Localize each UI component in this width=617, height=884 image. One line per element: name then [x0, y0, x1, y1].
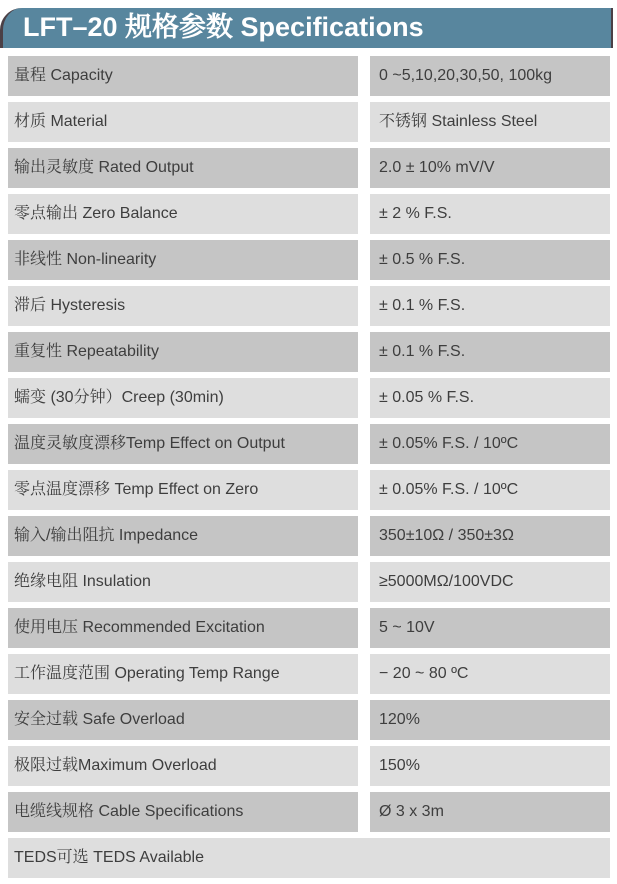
table-row [8, 838, 610, 878]
spec-label: 零点输出 Zero Balance [8, 194, 358, 234]
table-row [8, 654, 610, 694]
spec-label: 零点温度漂移 Temp Effect on Zero [8, 470, 358, 510]
spec-label: 输入/输出阻抗 Impedance [8, 516, 358, 556]
spec-label: 输出灵敏度 Rated Output [8, 148, 358, 188]
spec-label: 滞后 Hysteresis [8, 286, 358, 326]
column-divider [358, 562, 370, 602]
spec-value: ± 0.1 % F.S. [370, 286, 610, 326]
column-divider [358, 332, 370, 372]
column-divider [358, 148, 370, 188]
column-divider [358, 792, 370, 832]
table-row [8, 746, 610, 786]
spec-value: 120% [370, 700, 610, 740]
spec-label: 温度灵敏度漂移Temp Effect on Output [8, 424, 358, 464]
table-row [8, 470, 610, 510]
spec-value: 0 ~5,10,20,30,50, 100kg [370, 56, 610, 96]
spec-label: 非线性 Non-linearity [8, 240, 358, 280]
spec-label: 蠕变 (30分钟）Creep (30min) [8, 378, 358, 418]
table-row [8, 286, 610, 326]
column-divider [358, 240, 370, 280]
table-row [8, 608, 610, 648]
spec-label: TEDS可选 TEDS Available [8, 838, 610, 878]
table-row [8, 148, 610, 188]
spec-value: 2.0 ± 10% mV/V [370, 148, 610, 188]
spec-label: 量程 Capacity [8, 56, 358, 96]
column-divider [358, 56, 370, 96]
spec-value: ± 0.05 % F.S. [370, 378, 610, 418]
spec-label: 工作温度范围 Operating Temp Range [8, 654, 358, 694]
table-row [8, 792, 610, 832]
column-divider [358, 470, 370, 510]
spec-label: 电缆线规格 Cable Specifications [8, 792, 358, 832]
table-row [8, 56, 610, 96]
page-title: LFT–20 规格参数 Specifications [23, 12, 424, 42]
table-row [8, 562, 610, 602]
column-divider [358, 516, 370, 556]
table-row [8, 378, 610, 418]
spec-label: 使用电压 Recommended Excitation [8, 608, 358, 648]
table-row [8, 700, 610, 740]
spec-value: ± 2 % F.S. [370, 194, 610, 234]
spec-label: 材质 Material [8, 102, 358, 142]
column-divider [358, 608, 370, 648]
spec-value: ± 0.05% F.S. / 10ºC [370, 470, 610, 510]
column-divider [358, 286, 370, 326]
column-divider [358, 378, 370, 418]
spec-value: 5 ~ 10V [370, 608, 610, 648]
column-divider [358, 700, 370, 740]
table-row [8, 194, 610, 234]
spec-value: − 20 ~ 80 ºC [370, 654, 610, 694]
spec-label: 绝缘电阻 Insulation [8, 562, 358, 602]
table-row [8, 102, 610, 142]
column-divider [358, 102, 370, 142]
spec-value: 不锈钢 Stainless Steel [370, 102, 610, 142]
table-row [8, 424, 610, 464]
spec-table [8, 56, 610, 878]
spec-value: Ø 3 x 3m [370, 792, 610, 832]
column-divider [358, 424, 370, 464]
spec-value: ≥5000MΩ/100VDC [370, 562, 610, 602]
column-divider [358, 654, 370, 694]
spec-value: 150% [370, 746, 610, 786]
table-row [8, 516, 610, 556]
table-row [8, 240, 610, 280]
spec-value: ± 0.05% F.S. / 10ºC [370, 424, 610, 464]
spec-label: 极限过载Maximum Overload [8, 746, 358, 786]
spec-label: 安全过载 Safe Overload [8, 700, 358, 740]
spec-value: 350±10Ω / 350±3Ω [370, 516, 610, 556]
column-divider [358, 194, 370, 234]
spec-label: 重复性 Repeatability [8, 332, 358, 372]
page-title-bar [0, 8, 613, 48]
spec-value: ± 0.5 % F.S. [370, 240, 610, 280]
table-row [8, 332, 610, 372]
column-divider [358, 746, 370, 786]
spec-value: ± 0.1 % F.S. [370, 332, 610, 372]
